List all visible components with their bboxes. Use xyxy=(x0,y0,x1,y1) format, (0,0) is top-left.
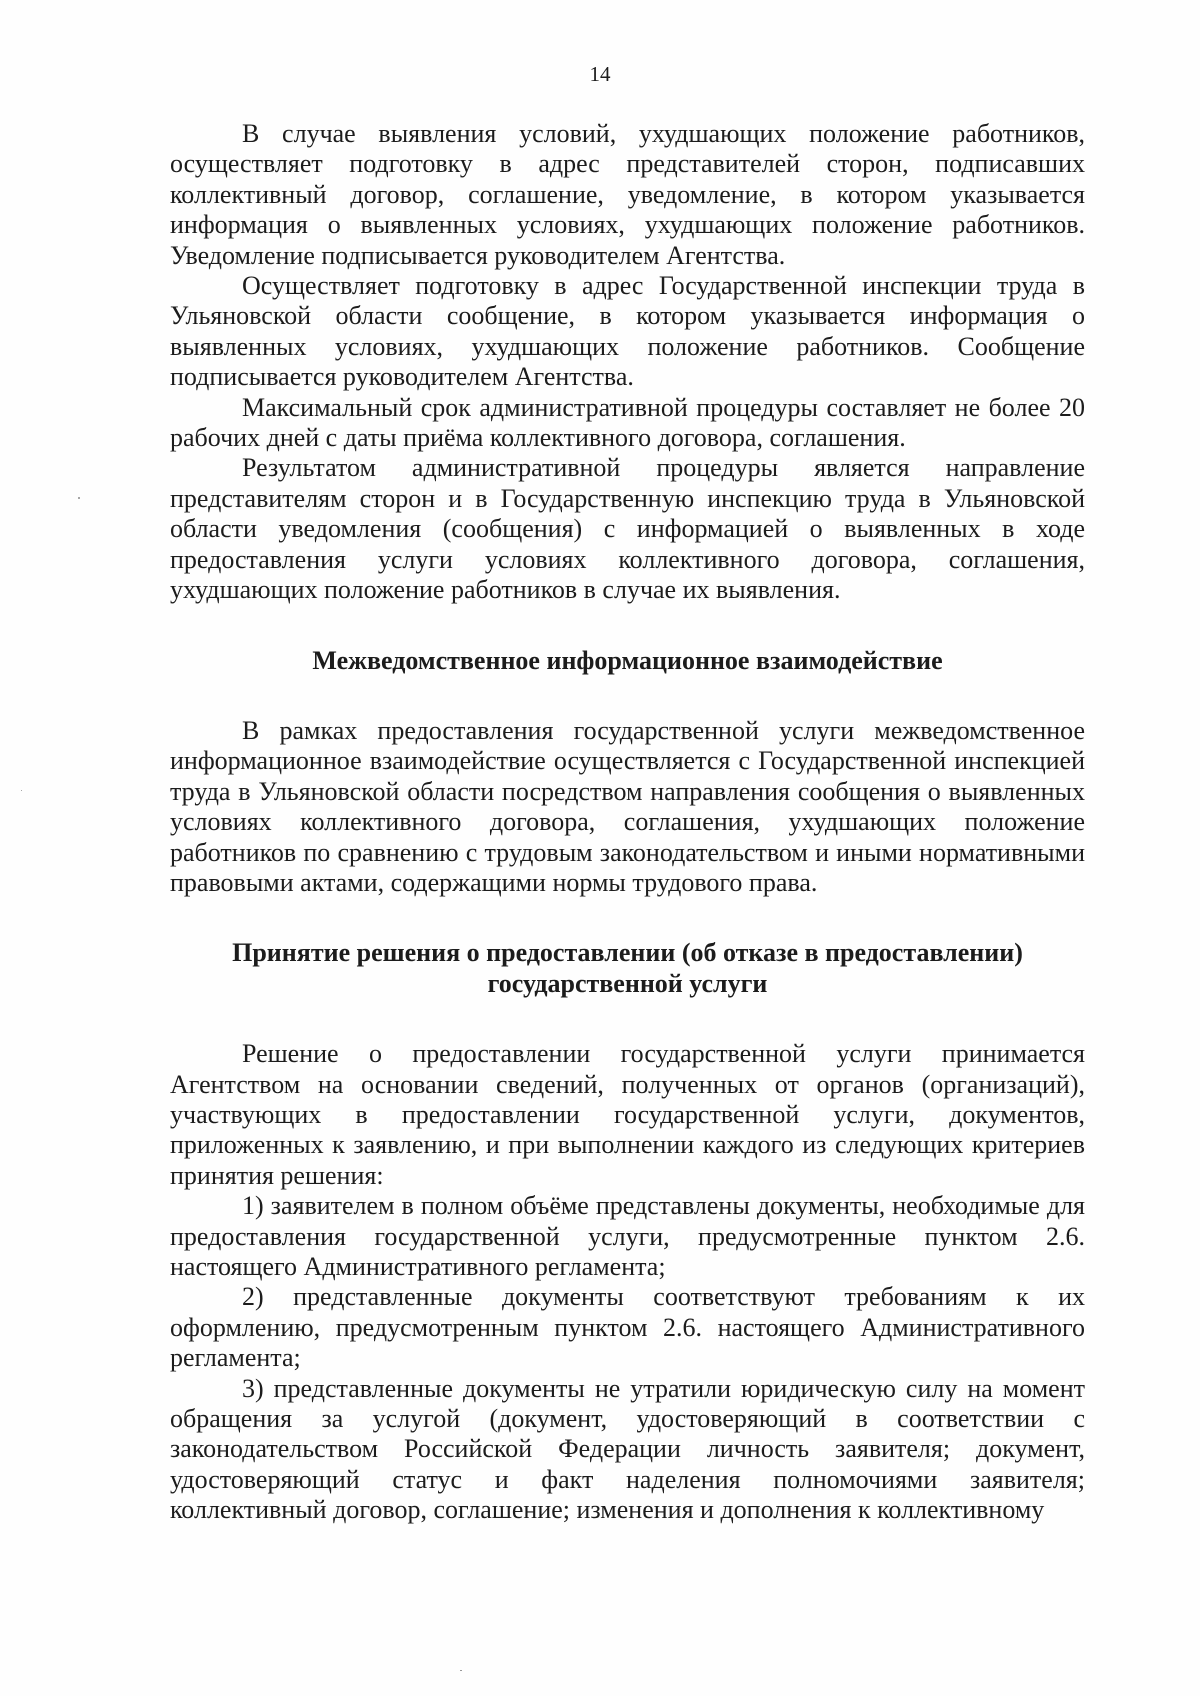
heading-line: Принятие решения о предоставлении (об отказе в предоставлении) xyxy=(232,938,1023,968)
list-item: 1) заявителем в полном объёме представлены документы, необходимые для предоставления государственной услуги, предусмотренные пунктом 2.6. настоящего Административного регламента; xyxy=(170,1191,1085,1281)
heading-line: государственной услуги xyxy=(487,968,768,998)
scan-speck xyxy=(460,1670,462,1671)
paragraph: Максимальный срок административной процедуры составляет не более 20 рабочих дней с даты приёма коллективного договора, соглашения. xyxy=(170,392,1085,453)
list-item: 2) представленные документы соответствуют требованиям к их оформлению, предусмотренным пунктом 2.6. настоящего Административного регламента; xyxy=(170,1282,1085,1373)
paragraph: Осуществляет подготовку в адрес Государственной инспекции труда в Ульяновской области сообщение, в котором указывается информация о выявленных условиях, ухудшающих положение работников. Сообщение подписывается руководителем Агентства. xyxy=(170,271,1085,392)
paragraph: Решение о предоставлении государственной услуги принимается Агентством на основании сведений, полученных от органов (организаций), участвующих в предоставлении государственной услуги, документов, приложенных к заявлению, и при выполнении каждого из следующих критериев принятия решения: xyxy=(170,1039,1085,1190)
page-number: 14 xyxy=(589,62,611,86)
section-heading-interagency: Межведомственное информационное взаимодействие xyxy=(312,645,943,675)
paragraph: Результатом административной процедуры является направление представителям сторон и в Государственную инспекцию труда в Ульяновской области уведомления (сообщения) с информацией о выявленных в ходе предоставления услуги условиях коллективного договора, соглашения, ухудшающих положение работников в случае их выявления. xyxy=(170,453,1085,605)
section-heading-decision xyxy=(170,938,1085,999)
paragraph: В случае выявления условий, ухудшающих положение работников, осуществляет подготовку в адрес представителей сторон, подписавших коллективный договор, соглашение, уведомление, в котором указывается информация о выявленных условиях, ухудшающих положение работников. Уведомление подписывается руководителем Агентства. xyxy=(170,119,1085,270)
scan-speck xyxy=(78,497,80,499)
scan-speck xyxy=(21,790,22,791)
paragraph: В рамках предоставления государственной услуги межведомственное информационное взаимодействие осуществляется с Государственной инспекцией труда в Ульяновской области посредством направления сообщения о выявленных условиях коллективного договора, соглашения, ухудшающих положение работников по сравнению с трудовым законодательством и иными нормативными правовыми актами, содержащими нормы трудового права. xyxy=(170,715,1085,897)
list-item: 3) представленные документы не утратили юридическую силу на момент обращения за услугой (документ, удостоверяющий в соответствии с законодательством Российской Федерации личность заявителя; документ, удостоверяющий статус и факт наделения полномочиями заявителя; коллективный договор, соглашение; изменения и дополнения к коллективному xyxy=(170,1373,1085,1525)
document-body xyxy=(170,119,1085,1526)
